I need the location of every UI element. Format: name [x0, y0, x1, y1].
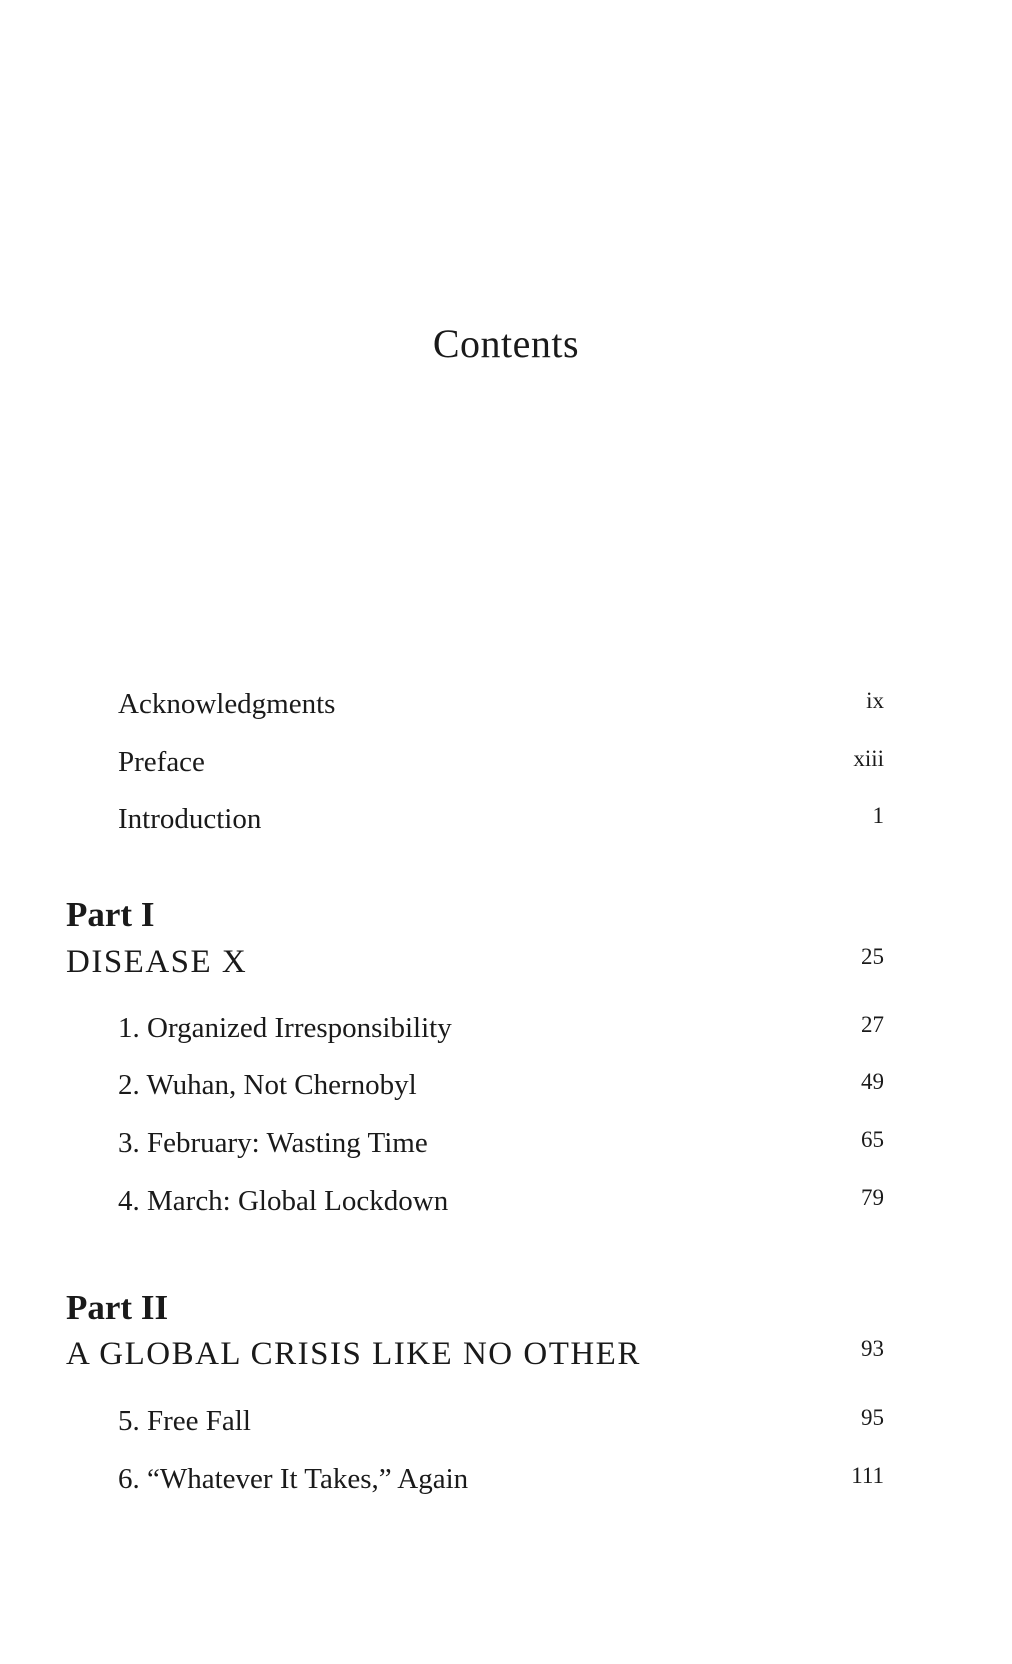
toc-entry-label: 1. Organized Irresponsibility: [118, 1012, 452, 1044]
toc-entry-introduction[interactable]: [0, 803, 1012, 843]
toc-entry-label: Preface: [118, 746, 205, 778]
toc-entry-chapter[interactable]: [0, 1405, 1012, 1445]
toc-entry-chapter[interactable]: [0, 1012, 1012, 1052]
toc-entry-page: 111: [851, 1463, 884, 1488]
part-label: Part II: [66, 1288, 169, 1327]
page-title: Contents: [432, 321, 580, 366]
toc-entry-page: 65: [861, 1127, 884, 1152]
toc-entry-page: 27: [861, 1012, 884, 1037]
toc-entry-chapter[interactable]: [0, 1069, 1012, 1109]
toc-entry-page: 79: [861, 1185, 884, 1210]
toc-entry-page: 1: [872, 803, 884, 828]
toc-entry-label: 3. February: Wasting Time: [118, 1127, 428, 1159]
toc-entry-page: ix: [866, 688, 884, 713]
toc-entry-label: 6. “Whatever It Takes,” Again: [118, 1463, 469, 1495]
part-title-label: DISEASE X: [66, 944, 248, 980]
toc-entry-label: Introduction: [118, 803, 262, 835]
toc-entry-acknowledgments[interactable]: [0, 688, 1012, 728]
toc-entry-chapter[interactable]: [0, 1127, 1012, 1167]
toc-entry-chapter[interactable]: [0, 1185, 1012, 1225]
toc-entry-page: xiii: [853, 746, 884, 771]
toc-entry-page: 25: [861, 944, 884, 969]
toc-entry-chapter[interactable]: [0, 1463, 1012, 1503]
part-title-label: A GLOBAL CRISIS LIKE NO OTHER: [66, 1336, 641, 1372]
toc-entry-page: 49: [861, 1069, 884, 1094]
toc-entry-label: Acknowledgments: [118, 688, 336, 720]
toc-entry-part-title[interactable]: [0, 1336, 1012, 1376]
toc-entry-page: 95: [861, 1405, 884, 1430]
toc-entry-page: 93: [861, 1336, 884, 1361]
toc-entry-part-title[interactable]: [0, 944, 1012, 984]
toc-entry-label: 5. Free Fall: [118, 1405, 251, 1437]
toc-entry-preface[interactable]: [0, 746, 1012, 786]
part-label: Part I: [66, 895, 155, 934]
toc-entry-label: 2. Wuhan, Not Chernobyl: [118, 1069, 417, 1101]
toc-entry-label: 4. March: Global Lockdown: [118, 1185, 449, 1217]
